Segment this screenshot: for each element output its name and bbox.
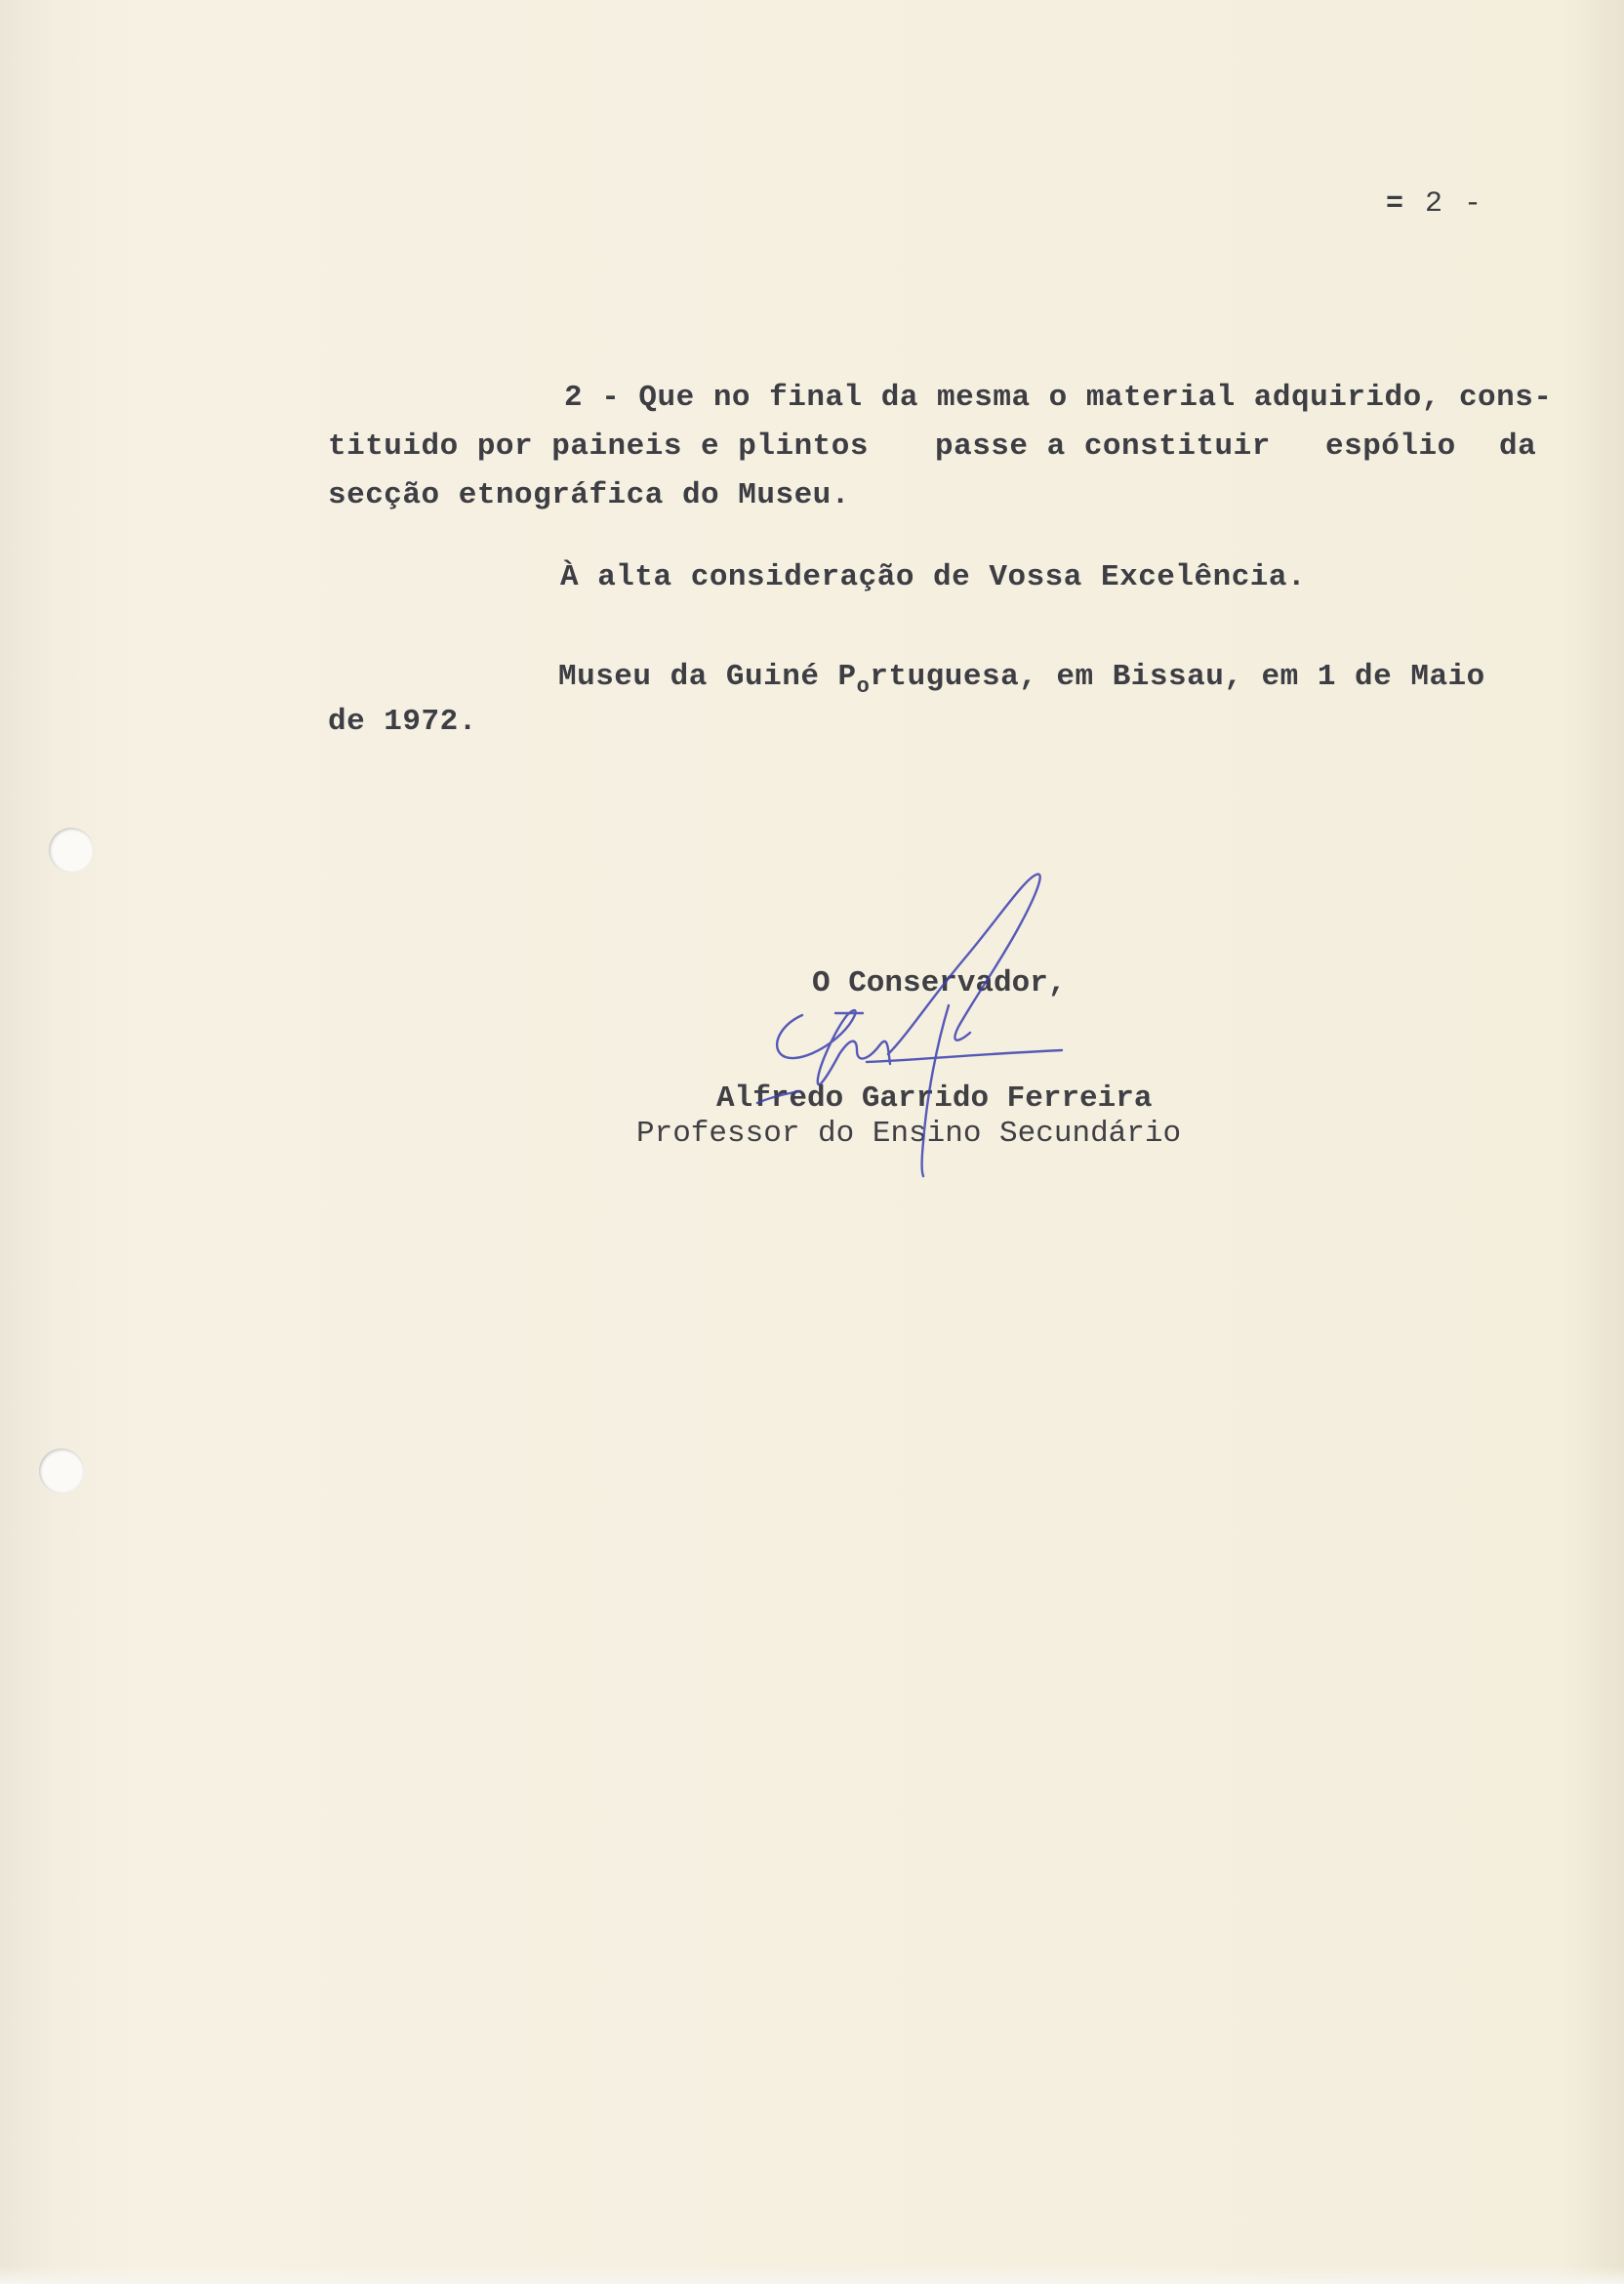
place-date-line-1-a: Museu da Guiné P bbox=[558, 660, 857, 694]
body-line-1: 2 - Que no final da mesma o material adquirido, cons- bbox=[564, 381, 1553, 415]
punch-hole-top bbox=[49, 828, 94, 873]
body-line-2-part-d: da bbox=[1499, 429, 1537, 464]
body-line-2-part-b: passe a constituir bbox=[935, 429, 1271, 464]
page-number bbox=[1386, 187, 1483, 221]
handwritten-signature bbox=[742, 859, 1152, 1191]
place-date-line-2: de 1972. bbox=[328, 705, 477, 739]
punch-hole-bottom bbox=[39, 1448, 84, 1493]
place-date-line-1-b: rtuguesa, em Bissau, em 1 de Maio bbox=[870, 660, 1485, 694]
place-date-line-1 bbox=[558, 660, 1485, 699]
signatory-name: Alfredo Garrido Ferreira bbox=[716, 1081, 1153, 1116]
body-line-2-part-a: tituido por paineis e plintos bbox=[328, 429, 869, 464]
signature-role: O Conservador, bbox=[812, 966, 1067, 1000]
signatory-title: Professor do Ensino Secundário bbox=[636, 1117, 1182, 1151]
page-number-text: 2 - bbox=[1425, 187, 1484, 221]
place-date-line-1-subscript: o bbox=[856, 674, 871, 699]
body-line-3: secção etnográfica do Museu. bbox=[328, 478, 850, 512]
page-number-mark: = bbox=[1386, 187, 1406, 221]
body-line-2-part-c: espólio bbox=[1325, 429, 1456, 464]
closing-line: À alta consideração de Vossa Excelência. bbox=[560, 560, 1307, 594]
paper-bottom-edge bbox=[0, 2266, 1624, 2284]
